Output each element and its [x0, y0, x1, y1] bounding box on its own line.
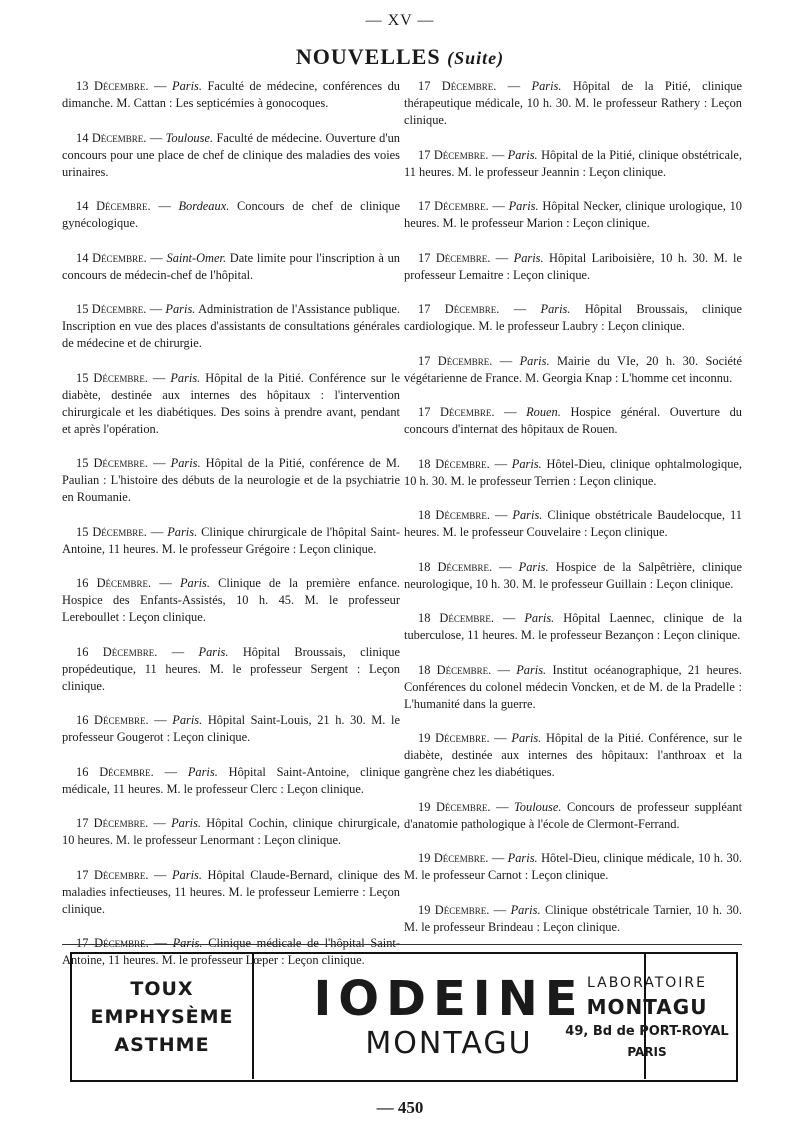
divider-rule — [62, 944, 742, 945]
ad-conditions — [72, 954, 252, 1079]
roman-page-number: — XV — — [365, 12, 435, 29]
entry-text: Hôpital Cochin, clinique chirurgicale, 10 heures. M. le professeur Lenormant : Leçon clinique. — [62, 816, 400, 847]
entry-city: Paris. — [165, 302, 196, 316]
entry-city: Toulouse. — [514, 799, 562, 814]
entry-city: Saint-Omer. — [166, 250, 227, 265]
entry-date: 17 Décembre. — [76, 867, 149, 882]
entry-text: Hôpital de la Pitié, clinique obstétricale, 11 heures. M. le professeur Jeannin : Leçon clinique. — [404, 147, 743, 179]
entry-text: Hôpital de la Pitié, clinique thérapeutique médicale, 10 h. 30. M. le professeur Rathery : Leçon clinique. — [404, 79, 742, 127]
title-text: NOUVELLES — [295, 44, 441, 69]
entry-date: 17 Décembre. — [418, 79, 497, 93]
entry-text: Faculté de médecine, conférences du dimanche. M. Cattan : Les septicémies à gonocoques. — [62, 79, 400, 110]
news-entry: 18 Décembre. — Paris. Hôtel-Dieu, clinique ophtalmologique, 10 h. 30. M. le professeur Terrien : Leçon clinique. — [404, 456, 742, 488]
entry-date: 17 Décembre. — [418, 199, 489, 213]
entry-date: 17 Décembre. — [418, 302, 500, 316]
entry-date: 18 Décembre. — [418, 559, 493, 574]
ad-condition: ASTHME — [114, 1033, 210, 1056]
title-suffix: (Suite) — [447, 48, 505, 68]
entry-text: Hôpital Lariboisière, 10 h. 30. M. le professeur Lemaitre : Leçon clinique. — [404, 250, 742, 282]
entry-city: Paris. — [507, 147, 538, 162]
entry-text: Concours de chef de clinique gynécologique. — [62, 199, 400, 230]
entry-text: Hospice de la Salpêtrière, clinique neurologique, 10 h. 30. M. le professeur Guillain : Leçon clinique. — [404, 559, 743, 591]
entry-city: Paris. — [508, 199, 539, 213]
entry-text: Clinique obstétricale Tarnier, 10 h. 30. M. le professeur Brindeau : Leçon clinique. — [404, 902, 742, 934]
entry-date: 19 Décembre. — [418, 902, 490, 917]
entry-city: Paris. — [511, 456, 542, 471]
news-entry: 19 Décembre. — Toulouse. Concours de professeur suppléant d'anatomie pathologique à l'école de Clermont-Ferrand. — [404, 799, 743, 831]
entry-text: Concours de professeur suppléant d'anatomie pathologique à l'école de Clermont-Ferrand. — [404, 799, 743, 831]
entry-city: Paris. — [167, 524, 198, 539]
entry-date: 17 Décembre. — [418, 405, 495, 419]
ad-lab-line2: MONTAGU — [586, 994, 708, 1019]
entry-text: Clinique médicale de l'hôpital Saint-Antoine, 11 heures. M. le professeur Lœper : Leçon clinique. — [62, 936, 400, 967]
entry-city: Rouen. — [526, 405, 561, 419]
section-title — [0, 44, 800, 70]
entry-date: 16 Décembre. — [76, 764, 154, 779]
entry-city: Paris. — [172, 79, 202, 93]
entry-date: 17 Décembre. — [76, 816, 149, 830]
entry-date: 15 Décembre. — [76, 370, 148, 385]
news-entry: 16 Décembre. — Paris. Hôpital Broussais, clinique propédeutique, 11 heures. M. le professeur Sergent : Leçon clinique. — [62, 644, 400, 693]
news-entry: 17 Décembre. — Paris. Hôpital Lariboisière, 10 h. 30. M. le professeur Lemaitre : Leçon clinique. — [404, 250, 742, 282]
ad-condition: EMPHYSÈME — [90, 1005, 234, 1028]
entry-text: Hôpital de la Pitié. Conférence, sur le diabète, destinée aux internes des hôpitaux: l'anthroax et la gangrène chez les diabétiques. — [404, 731, 742, 779]
entry-date: 19 Décembre. — [418, 731, 490, 745]
news-entry: 14 Décembre. — Saint-Omer. Date limite pour l'inscription à un concours de médecin-chef de l'hôpital. — [62, 250, 400, 282]
entry-text: Institut océanographique, 21 heures. Conférences du colonel médecin Voncken, et de M. de la Pradelle : L'humanité dans la guerre. — [404, 662, 742, 711]
entry-text: Hôpital Broussais, clinique cardiologique. M. le professeur Laubry : Leçon clinique. — [404, 302, 742, 333]
entry-text: Administration de l'Assistance publique. Inscription en vue des places d'assistants de consultations générales de médecine et de chirurgie. — [62, 302, 400, 350]
entry-text: Date limite pour l'inscription à un concours de médecin-chef de l'hôpital. — [62, 250, 400, 282]
entry-city: Paris. — [511, 731, 542, 745]
entry-text: Hôpital Broussais, clinique propédeutique, 11 heures. M. le professeur Sergent : Leçon clinique. — [62, 644, 400, 693]
news-entry: 15 Décembre. — Paris. Clinique chirurgicale de l'hôpital Saint-Antoine, 11 heures. M. le professeur Grégoire : Leçon clinique. — [62, 524, 400, 556]
news-entry: 18 Décembre. — Paris. Clinique obstétricale Baudelocque, 11 heures. M. le professeur Couvelaire : Leçon clinique. — [404, 508, 742, 539]
ad-lab-line1: LABORATOIRE — [587, 974, 707, 991]
entry-date: 16 Décembre. — [76, 644, 158, 659]
entry-date: 14 Décembre. — [76, 130, 147, 145]
entry-city: Paris. — [519, 353, 550, 368]
entry-date: 17 Décembre. — [418, 353, 493, 368]
entry-date: 19 Décembre. — [418, 799, 491, 814]
entry-text: Hôpital de la Pitié, conférence de M. Paulian : L'histoire des débuts de la neurologie et de la psychiatrie en Roumanie. — [62, 456, 400, 504]
news-entry: 15 Décembre. — Paris. Hôpital de la Pitié, conférence de M. Paulian : L'histoire des débuts de la neurologie et de la psychiatrie en Roumanie. — [62, 456, 400, 504]
news-entry: 16 Décembre. — Paris. Clinique de la première enfance. Hospice des Enfants-Assistés, 10 h. 45. M. le professeur Lereboullet : Leçon clinique. — [62, 576, 400, 624]
news-entry: 19 Décembre. — Paris. Clinique obstétricale Tarnier, 10 h. 30. M. le professeur Brindeau : Leçon clinique. — [404, 902, 742, 934]
entry-city: Paris. — [540, 302, 571, 316]
entry-city: Paris. — [518, 559, 549, 574]
news-entry: 19 Décembre. — Paris. Hôtel-Dieu, clinique médicale, 10 h. 30. M. le professeur Carnot : Leçon clinique. — [404, 851, 743, 882]
news-entry: 14 Décembre. — Toulouse. Faculté de médecine. Ouverture d'un concours pour une place de chef de clinique des maladies des voies urinaires. — [62, 130, 400, 179]
news-entry: 17 Décembre. — Paris. Hôpital Broussais, clinique cardiologique. M. le professeur Laubry : Leçon clinique. — [404, 302, 742, 333]
entry-city: Paris. — [170, 456, 201, 470]
entry-date: 17 Décembre. — [418, 250, 491, 265]
entry-date: 13 Décembre. — [76, 79, 149, 93]
entry-date: 16 Décembre. — [76, 713, 149, 727]
ad-condition: TOUX — [130, 977, 194, 1000]
page-number: — 450 — [376, 1098, 424, 1117]
entry-city: Paris. — [510, 902, 541, 917]
entry-city: Paris. — [516, 662, 547, 677]
entry-text: Hôtel-Dieu, clinique ophtalmologique, 10 h. 30. M. le professeur Terrien : Leçon clinique. — [404, 456, 742, 488]
entry-city: Bordeaux. — [178, 199, 230, 213]
entry-text: Clinique chirurgicale de l'hôpital Saint-Antoine, 11 heures. M. le professeur Grégoire : Leçon clinique. — [62, 524, 400, 556]
entry-date: 15 Décembre. — [76, 456, 149, 470]
news-entry: 18 Décembre. — Paris. Hôpital Laennec, clinique de la tuberculose, 11 heures. M. le professeur Bezançon : Leçon clinique. — [404, 611, 742, 642]
news-entry: 18 Décembre. — Paris. Hospice de la Salpêtrière, clinique neurologique, 10 h. 30. M. le professeur Guillain : Leçon clinique. — [404, 559, 743, 591]
entry-date: 17 Décembre. — [76, 936, 149, 950]
entry-text: Hôpital Necker, clinique urologique, 10 heures. M. le professeur Marion : Leçon clinique. — [404, 199, 742, 230]
entry-city: Toulouse. — [165, 130, 214, 145]
right-column — [404, 78, 742, 953]
entry-date: 17 Décembre. — [418, 147, 489, 162]
news-entry: 17 Décembre. — Paris. Clinique médicale de l'hôpital Saint-Antoine, 11 heures. M. le professeur Lœper : Leçon clinique. — [62, 936, 400, 967]
entry-text: Mairie du VIe, 20 h. 30. Société végétarienne de France. M. Georgia Knap : L'homme cet inconnu. — [404, 353, 742, 385]
ad-brand-name: IODEINE — [313, 970, 585, 1027]
entry-date: 15 Décembre. — [76, 302, 147, 316]
entry-date: 18 Décembre. — [418, 456, 490, 471]
ad-lab-city: PARIS — [627, 1044, 667, 1059]
entry-date: 16 Décembre. — [76, 576, 152, 590]
entry-date: 14 Décembre. — [76, 199, 151, 213]
entry-city: Paris. — [524, 611, 555, 625]
news-entry: 13 Décembre. — Paris. Faculté de médecine, conférences du dimanche. M. Cattan : Les septicémies à gonocoques. — [62, 79, 400, 110]
ad-brand-sub: MONTAGU — [365, 1025, 533, 1061]
ad-laboratory — [562, 954, 732, 1079]
entry-city: Paris. — [198, 644, 229, 659]
entry-text: Hospice général. Ouverture du concours d'internat des hôpitaux de Rouen. — [404, 405, 742, 436]
entry-city: Paris. — [531, 79, 562, 93]
entry-text: Clinique de la première enfance. Hospice des Enfants-Assistés, 10 h. 45. M. le professeur Lereboullet : Leçon clinique. — [62, 576, 400, 624]
entry-date: 15 Décembre. — [76, 524, 147, 539]
entry-text: Hôpital Claude-Bernard, clinique des maladies infectieuses, 11 heures. M. le professeur Lemierre : Leçon clinique. — [62, 867, 400, 916]
entry-text: Clinique obstétricale Baudelocque, 11 heures. M. le professeur Couvelaire : Leçon clinique. — [404, 508, 742, 539]
entry-city: Paris. — [172, 867, 202, 882]
news-entry: 17 Décembre. — Paris. Hôpital Cochin, clinique chirurgicale, 10 heures. M. le professeur Lenormant : Leçon clinique. — [62, 816, 400, 847]
entry-date: 14 Décembre. — [76, 250, 147, 265]
entry-date: 18 Décembre. — [418, 508, 490, 522]
news-entry: 17 Décembre. — Paris. Hôpital de la Pitié, clinique obstétricale, 11 heures. M. le professeur Jeannin : Leçon clinique. — [404, 147, 743, 179]
news-entry: 17 Décembre. — Paris. Hôpital Claude-Bernard, clinique des maladies infectieuses, 11 heures. M. le professeur Lemierre : Leçon clinique. — [62, 867, 400, 916]
news-entry: 16 Décembre. — Paris. Hôpital Saint-Antoine, clinique médicale, 11 heures. M. le professeur Clerc : Leçon clinique. — [62, 764, 400, 796]
entry-text: Hôpital Saint-Louis, 21 h. 30. M. le professeur Gougerot : Leçon clinique. — [62, 713, 400, 744]
entry-city: Paris. — [171, 816, 202, 830]
news-entry: 17 Décembre. — Rouen. Hospice général. Ouverture du concours d'internat des hôpitaux de Rouen. — [404, 405, 742, 436]
news-entry: 17 Décembre. — Paris. Hôpital Necker, clinique urologique, 10 heures. M. le professeur Marion : Leçon clinique. — [404, 199, 742, 230]
news-entry: 16 Décembre. — Paris. Hôpital Saint-Louis, 21 h. 30. M. le professeur Gougerot : Leçon clinique. — [62, 713, 400, 744]
entry-city: Paris. — [172, 936, 203, 950]
entry-city: Paris. — [172, 713, 203, 727]
left-column — [62, 78, 400, 987]
entry-date: 18 Décembre. — [418, 662, 492, 677]
entry-city: Paris. — [179, 576, 210, 590]
news-entry: 14 Décembre. — Bordeaux. Concours de chef de clinique gynécologique. — [62, 199, 400, 230]
entry-date: 19 Décembre. — [418, 851, 489, 865]
news-entry: 15 Décembre. — Paris. Hôpital de la Pitié. Conférence sur le diabète, destinée aux internes des hôpitaux : l'intervention chirurgicale et les diabétiques. Des soins à prendre avant, pendant et après l'opération. — [62, 370, 400, 436]
news-entry: 17 Décembre. — Paris. Mairie du VIe, 20 h. 30. Société végétarienne de France. M. Georgia Knap : L'homme cet inconnu. — [404, 353, 742, 385]
news-entry: 18 Décembre. — Paris. Institut océanographique, 21 heures. Conférences du colonel médecin Voncken, et de M. de la Pradelle : L'humanité dans la guerre. — [404, 662, 742, 711]
entry-city: Paris. — [512, 508, 543, 522]
entry-city: Paris. — [187, 764, 218, 779]
news-entry: 19 Décembre. — Paris. Hôpital de la Pitié. Conférence, sur le diabète, destinée aux internes des hôpitaux: l'anthroax et la gangrène chez les diabétiques. — [404, 731, 742, 779]
entry-text: Hôpital Laennec, clinique de la tuberculose, 11 heures. M. le professeur Bezançon : Leçon clinique. — [404, 611, 742, 642]
news-entry: 17 Décembre. — Paris. Hôpital de la Pitié, clinique thérapeutique médicale, 10 h. 30. M. le professeur Rathery : Leçon clinique. — [404, 79, 742, 127]
entry-text: Faculté de médecine. Ouverture d'un concours pour une place de chef de clinique des maladies des voies urinaires. — [62, 130, 400, 179]
entry-text: Hôpital de la Pitié. Conférence sur le diabète, destinée aux internes des hôpitaux : l'intervention chirurgicale et les diabétiques. Des soins à prendre avant, pendant et après l'opération. — [62, 370, 400, 436]
news-entry: 15 Décembre. — Paris. Administration de l'Assistance publique. Inscription en vue des places d'assistants de consultations générales de médecine et de chirurgie. — [62, 302, 400, 350]
entry-text: Hôtel-Dieu, clinique médicale, 10 h. 30. M. le professeur Carnot : Leçon clinique. — [404, 851, 743, 882]
entry-city: Paris. — [507, 851, 538, 865]
ad-lab-address: 49, Bd de PORT-ROYAL — [565, 1023, 729, 1039]
entry-city: Paris. — [513, 250, 544, 265]
advertisement-box — [70, 952, 738, 1082]
entry-date: 18 Décembre. — [418, 611, 494, 625]
entry-city: Paris. — [170, 370, 201, 385]
entry-text: Hôpital Saint-Antoine, clinique médicale, 11 heures. M. le professeur Clerc : Leçon clinique. — [62, 764, 400, 796]
